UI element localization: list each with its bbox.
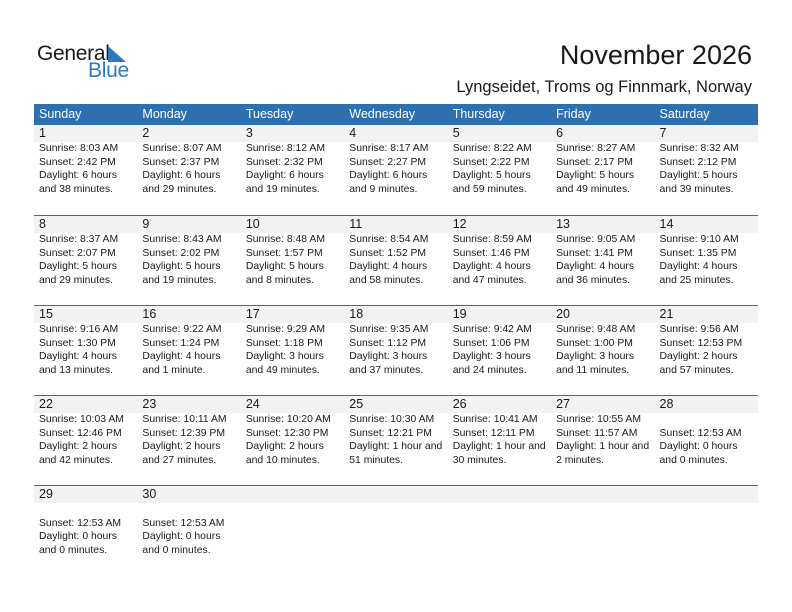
day-cell bbox=[551, 216, 654, 287]
sunrise-text: Sunrise: 10:20 AM bbox=[245, 414, 331, 425]
day-info bbox=[34, 323, 137, 377]
daylight-text: Daylight: 0 hours bbox=[142, 531, 221, 542]
day-info bbox=[551, 413, 654, 467]
day-info bbox=[241, 233, 344, 287]
sunrise-text: Sunrise: 10:30 AM bbox=[349, 414, 435, 425]
daylight-text bbox=[556, 530, 654, 544]
day-cell bbox=[34, 216, 137, 287]
day-info bbox=[655, 323, 758, 377]
sunset-text: Sunset: 12:53 PM bbox=[659, 337, 743, 349]
weekday-friday: Friday bbox=[556, 107, 591, 121]
day-cell bbox=[241, 306, 344, 377]
daylight-text bbox=[660, 544, 758, 558]
sunrise-text: Sunrise: 9:22 AM bbox=[142, 324, 222, 335]
day-cell bbox=[655, 306, 758, 377]
daylight-text bbox=[453, 544, 551, 558]
sunrise-text bbox=[556, 503, 654, 517]
sunset-text: Sunset: 2:37 PM bbox=[142, 156, 220, 168]
sunset-text: Sunset: 1:35 PM bbox=[659, 247, 737, 259]
sunset-text: Sunset: 2:27 PM bbox=[349, 156, 427, 168]
daylight-text: Daylight: 4 hours bbox=[39, 351, 117, 362]
day-cell bbox=[344, 396, 447, 467]
day-number: 4 bbox=[344, 125, 447, 142]
sunrise-text: Sunrise: 9:56 AM bbox=[659, 324, 739, 335]
day-number: 3 bbox=[241, 125, 344, 142]
sunset-text: Sunset: 1:06 PM bbox=[452, 337, 530, 349]
sunset-text: Sunset: 1:41 PM bbox=[556, 247, 633, 259]
weekday-sunday: Sunday bbox=[39, 107, 82, 121]
day-info bbox=[34, 233, 137, 287]
day-number: 8 bbox=[34, 216, 137, 233]
daylight-text: Daylight: 2 hours bbox=[659, 351, 738, 362]
day-cell bbox=[344, 306, 447, 377]
daylight-text: 2 minutes. bbox=[556, 454, 605, 466]
day-cell bbox=[448, 125, 551, 196]
daylight-text: and 25 minutes. bbox=[659, 274, 734, 286]
day-info bbox=[344, 323, 447, 377]
day-number bbox=[241, 486, 344, 503]
day-number: 21 bbox=[655, 306, 758, 323]
daylight-text: Daylight: 5 hours bbox=[556, 170, 635, 181]
daylight-text: and 19 minutes. bbox=[245, 183, 320, 195]
day-number: 23 bbox=[137, 396, 240, 413]
daylight-text: Daylight: 4 hours bbox=[556, 261, 635, 272]
day-number: 24 bbox=[241, 396, 344, 413]
sunrise-text: Sunrise: 8:59 AM bbox=[452, 234, 532, 245]
day-number: 15 bbox=[34, 306, 137, 323]
day-number: 25 bbox=[344, 396, 447, 413]
day-number: 22 bbox=[34, 396, 137, 413]
sunset-text bbox=[453, 517, 551, 531]
day-number: 20 bbox=[551, 306, 654, 323]
day-info bbox=[241, 413, 344, 467]
day-cell bbox=[655, 216, 758, 287]
sunrise-text: Sunrise: 9:10 AM bbox=[659, 234, 739, 245]
day-info bbox=[551, 142, 654, 196]
sunrise-text: Sunrise: 8:37 AM bbox=[39, 234, 119, 245]
weekday-monday: Monday bbox=[142, 107, 187, 121]
day-cell bbox=[241, 216, 344, 287]
sunrise-text: Sunrise: 9:48 AM bbox=[556, 324, 636, 335]
daylight-text: Daylight: 2 hours bbox=[142, 441, 221, 452]
day-cell bbox=[137, 216, 240, 287]
day-info bbox=[137, 503, 240, 557]
weekday-tuesday: Tuesday bbox=[245, 107, 294, 121]
sunset-text: Sunset: 12:46 PM bbox=[39, 427, 122, 439]
day-number: 1 bbox=[34, 125, 137, 142]
sunrise-text: Sunrise: 8:07 AM bbox=[142, 143, 222, 154]
week-row bbox=[34, 485, 758, 575]
day-info bbox=[344, 233, 447, 287]
day-cell bbox=[655, 486, 758, 557]
sunrise-text bbox=[349, 503, 447, 517]
day-info bbox=[448, 503, 551, 557]
daylight-text: Daylight: 0 hours bbox=[39, 531, 117, 542]
day-number: 29 bbox=[34, 486, 137, 503]
daylight-text: Daylight: 6 hours bbox=[349, 170, 428, 181]
day-info bbox=[137, 142, 240, 196]
sunset-text: Sunset: 1:18 PM bbox=[245, 337, 323, 349]
sunrise-text: Sunrise: 10:11 AM bbox=[142, 414, 227, 425]
daylight-text: Daylight: 4 hours bbox=[142, 351, 221, 362]
daylight-text: and 13 minutes. bbox=[39, 364, 113, 376]
sunset-text: Sunset: 1:24 PM bbox=[142, 337, 220, 349]
sunrise-text bbox=[39, 503, 137, 517]
weekday-wednesday: Wednesday bbox=[349, 107, 416, 121]
day-cell bbox=[137, 125, 240, 196]
week-row bbox=[34, 215, 758, 305]
daylight-text: 51 minutes. bbox=[349, 454, 403, 466]
daylight-text: and 36 minutes. bbox=[556, 274, 631, 286]
sunrise-text: Sunrise: 8:17 AM bbox=[349, 143, 429, 154]
sunrise-text bbox=[142, 503, 240, 517]
day-cell bbox=[34, 125, 137, 196]
sunset-text: Sunset: 2:32 PM bbox=[245, 156, 323, 168]
sunrise-text bbox=[660, 503, 758, 517]
sunset-text: Sunset: 12:21 PM bbox=[349, 427, 432, 439]
day-cell bbox=[241, 396, 344, 467]
day-info bbox=[34, 413, 137, 467]
daylight-text: Daylight: 4 hours bbox=[659, 261, 738, 272]
day-cell bbox=[655, 396, 758, 467]
daylight-text: Daylight: 5 hours bbox=[142, 261, 221, 272]
sunset-text bbox=[246, 517, 344, 531]
sunset-text: Sunset: 1:57 PM bbox=[245, 247, 323, 259]
day-number bbox=[448, 486, 551, 503]
daylight-text: and 29 minutes. bbox=[39, 274, 113, 286]
day-cell bbox=[137, 306, 240, 377]
sunset-text: Sunset: 1:52 PM bbox=[349, 247, 427, 259]
day-cell bbox=[344, 216, 447, 287]
daylight-text: Daylight: 5 hours bbox=[245, 261, 324, 272]
page-title: November 2026 bbox=[559, 40, 752, 70]
daylight-text: Daylight: 6 hours bbox=[245, 170, 324, 181]
sunrise-text bbox=[453, 503, 551, 517]
day-number: 5 bbox=[448, 125, 551, 142]
day-number: 10 bbox=[241, 216, 344, 233]
day-cell bbox=[551, 486, 654, 557]
daylight-text: Daylight: 5 hours bbox=[659, 170, 738, 181]
day-info bbox=[448, 233, 551, 287]
sunset-text: Sunset: 12:30 PM bbox=[245, 427, 329, 439]
daylight-text bbox=[660, 530, 758, 544]
daylight-text: Daylight: 0 hours bbox=[659, 441, 738, 452]
day-number bbox=[344, 486, 447, 503]
day-info bbox=[34, 142, 137, 196]
daylight-text: and 29 minutes. bbox=[142, 183, 217, 195]
sunset-text: Sunset: 12:11 PM bbox=[452, 427, 535, 439]
daylight-text: Daylight: 5 hours bbox=[39, 261, 117, 272]
day-cell bbox=[241, 486, 344, 557]
sunrise-text: Sunrise: 8:12 AM bbox=[245, 143, 325, 154]
day-info bbox=[655, 503, 758, 557]
daylight-text: Daylight: 3 hours bbox=[556, 351, 635, 362]
sunset-text bbox=[660, 517, 758, 531]
day-cell bbox=[241, 125, 344, 196]
sunset-text: Sunset: 2:12 PM bbox=[659, 156, 737, 168]
day-number: 16 bbox=[137, 306, 240, 323]
daylight-text bbox=[556, 544, 654, 558]
sunrise-text: Sunrise: 10:55 AM bbox=[556, 414, 642, 425]
daylight-text bbox=[349, 544, 447, 558]
day-number: 6 bbox=[551, 125, 654, 142]
daylight-text: Daylight: 3 hours bbox=[349, 351, 428, 362]
daylight-text: and 37 minutes. bbox=[349, 364, 424, 376]
day-number: 26 bbox=[448, 396, 551, 413]
day-cell bbox=[551, 125, 654, 196]
day-number: 14 bbox=[655, 216, 758, 233]
sunset-text: Sunset: 12:39 PM bbox=[142, 427, 226, 439]
day-info bbox=[137, 323, 240, 377]
day-info bbox=[241, 503, 344, 557]
day-cell bbox=[448, 306, 551, 377]
week-row bbox=[34, 125, 758, 215]
daylight-text: and 19 minutes. bbox=[142, 274, 217, 286]
daylight-text: and 42 minutes. bbox=[39, 454, 113, 466]
daylight-text: and 49 minutes. bbox=[245, 364, 320, 376]
day-info bbox=[655, 413, 758, 467]
day-info bbox=[551, 233, 654, 287]
daylight-text: and 11 minutes. bbox=[556, 364, 630, 376]
day-info bbox=[241, 323, 344, 377]
sunrise-text: Sunrise: 10:41 AM bbox=[452, 414, 538, 425]
sunset-text: Sunset: 2:17 PM bbox=[556, 156, 633, 168]
day-number: 18 bbox=[344, 306, 447, 323]
day-cell bbox=[137, 486, 240, 557]
daylight-text: Daylight: 6 hours bbox=[142, 170, 221, 181]
daylight-text: Daylight: 3 hours bbox=[452, 351, 531, 362]
day-info bbox=[551, 503, 654, 557]
daylight-text: Daylight: 6 hours bbox=[39, 170, 117, 181]
sunset-text bbox=[349, 517, 447, 531]
sunrise-text: Sunrise: 9:42 AM bbox=[452, 324, 532, 335]
day-number bbox=[655, 486, 758, 503]
weekday-thursday: Thursday bbox=[452, 107, 505, 121]
day-number: 12 bbox=[448, 216, 551, 233]
location-subtitle: Lyngseidet, Troms og Finnmark, Norway bbox=[456, 78, 752, 96]
sunrise-text: Sunrise: 10:03 AM bbox=[39, 414, 124, 425]
day-number bbox=[551, 486, 654, 503]
day-info bbox=[655, 233, 758, 287]
sunrise-text bbox=[246, 503, 344, 517]
day-info bbox=[551, 323, 654, 377]
daylight-text: and 10 minutes. bbox=[245, 454, 320, 466]
day-cell bbox=[551, 396, 654, 467]
day-number: 28 bbox=[655, 396, 758, 413]
daylight-text: Daylight: 1 hour and bbox=[452, 441, 546, 452]
day-cell bbox=[344, 125, 447, 196]
sunset-text: Sunset: 11:57 AM bbox=[556, 427, 638, 439]
day-info bbox=[241, 142, 344, 196]
day-number: 27 bbox=[551, 396, 654, 413]
sunset-text: Sunset: 2:07 PM bbox=[39, 247, 116, 259]
day-cell bbox=[448, 216, 551, 287]
daylight-text: and 57 minutes. bbox=[659, 364, 734, 376]
day-number: 19 bbox=[448, 306, 551, 323]
sunrise-text: Sunrise: 9:16 AM bbox=[39, 324, 119, 335]
day-cell bbox=[448, 396, 551, 467]
day-info bbox=[344, 142, 447, 196]
week-row bbox=[34, 305, 758, 395]
daylight-text: 30 minutes. bbox=[452, 454, 507, 466]
daylight-text: and 59 minutes. bbox=[452, 183, 527, 195]
sunrise-text: Sunrise: 8:03 AM bbox=[39, 143, 119, 154]
sunrise-text: Sunrise: 8:32 AM bbox=[659, 143, 739, 154]
daylight-text: Daylight: 1 hour and bbox=[556, 441, 650, 452]
daylight-text: Daylight: 4 hours bbox=[452, 261, 531, 272]
sunset-text bbox=[556, 517, 654, 531]
daylight-text: and 0 minutes. bbox=[142, 544, 211, 556]
daylight-text: and 9 minutes. bbox=[349, 183, 418, 195]
daylight-text: Daylight: 4 hours bbox=[349, 261, 428, 272]
daylight-text: Daylight: 3 hours bbox=[245, 351, 324, 362]
day-cell bbox=[448, 486, 551, 557]
day-cell bbox=[551, 306, 654, 377]
daylight-text: Daylight: 1 hour and bbox=[349, 441, 443, 452]
weeks-container bbox=[34, 125, 758, 575]
sunrise-text: Sunrise: 8:27 AM bbox=[556, 143, 636, 154]
day-cell bbox=[137, 396, 240, 467]
daylight-text: Daylight: 2 hours bbox=[245, 441, 324, 452]
daylight-text: and 0 minutes. bbox=[659, 454, 728, 466]
sunrise-text bbox=[660, 413, 758, 427]
sunset-text: Sunset: 2:42 PM bbox=[39, 156, 116, 168]
daylight-text: and 47 minutes. bbox=[452, 274, 527, 286]
daylight-text bbox=[349, 530, 447, 544]
logo-word-blue: Blue bbox=[88, 59, 129, 82]
calendar-grid bbox=[34, 104, 758, 575]
daylight-text: and 39 minutes. bbox=[659, 183, 734, 195]
sunset-text: Sunset: 2:22 PM bbox=[452, 156, 530, 168]
daylight-text: Daylight: 2 hours bbox=[39, 441, 117, 452]
day-cell bbox=[344, 486, 447, 557]
day-info bbox=[344, 413, 447, 467]
day-info bbox=[344, 503, 447, 557]
daylight-text: Daylight: 5 hours bbox=[452, 170, 531, 181]
day-number: 17 bbox=[241, 306, 344, 323]
day-info bbox=[448, 142, 551, 196]
day-cell bbox=[34, 396, 137, 467]
sunrise-text: Sunrise: 9:35 AM bbox=[349, 324, 429, 335]
daylight-text: and 27 minutes. bbox=[142, 454, 217, 466]
generalblue-logo bbox=[37, 42, 137, 82]
week-row bbox=[34, 395, 758, 485]
daylight-text: and 49 minutes. bbox=[556, 183, 631, 195]
day-info bbox=[137, 413, 240, 467]
sunset-text: Sunset: 2:02 PM bbox=[142, 247, 220, 259]
daylight-text: and 0 minutes. bbox=[39, 544, 108, 556]
day-info bbox=[448, 413, 551, 467]
daylight-text bbox=[246, 544, 344, 558]
sunrise-text: Sunrise: 8:43 AM bbox=[142, 234, 222, 245]
sunrise-text: Sunrise: 9:29 AM bbox=[245, 324, 325, 335]
day-number: 13 bbox=[551, 216, 654, 233]
day-info bbox=[655, 142, 758, 196]
daylight-text bbox=[246, 530, 344, 544]
day-number: 11 bbox=[344, 216, 447, 233]
sunset-text: Sunset: 1:12 PM bbox=[349, 337, 427, 349]
day-cell bbox=[655, 125, 758, 196]
daylight-text: and 1 minute. bbox=[142, 364, 206, 376]
daylight-text: and 58 minutes. bbox=[349, 274, 424, 286]
day-info bbox=[448, 323, 551, 377]
sunrise-text: Sunrise: 8:48 AM bbox=[245, 234, 325, 245]
logo-word-general: General bbox=[37, 42, 110, 65]
day-number: 7 bbox=[655, 125, 758, 142]
day-info bbox=[137, 233, 240, 287]
daylight-text: and 38 minutes. bbox=[39, 183, 113, 195]
sunset-text: Sunset: 12:53 AM bbox=[39, 517, 122, 529]
day-cell bbox=[34, 306, 137, 377]
day-info bbox=[34, 503, 137, 557]
sunset-text: Sunset: 12:53 AM bbox=[659, 427, 742, 439]
sunset-text: Sunset: 1:46 PM bbox=[452, 247, 530, 259]
sunset-text: Sunset: 1:00 PM bbox=[556, 337, 633, 349]
day-number: 9 bbox=[137, 216, 240, 233]
daylight-text: and 8 minutes. bbox=[245, 274, 315, 286]
weekday-header-row bbox=[34, 104, 758, 125]
sunrise-text: Sunrise: 8:22 AM bbox=[452, 143, 532, 154]
weekday-saturday: Saturday bbox=[659, 107, 710, 121]
sunrise-text: Sunrise: 9:05 AM bbox=[556, 234, 636, 245]
daylight-text: and 24 minutes. bbox=[452, 364, 527, 376]
sunset-text: Sunset: 1:30 PM bbox=[39, 337, 116, 349]
daylight-text bbox=[453, 530, 551, 544]
sunset-text: Sunset: 12:53 AM bbox=[142, 517, 225, 529]
sunrise-text: Sunrise: 8:54 AM bbox=[349, 234, 429, 245]
day-number: 2 bbox=[137, 125, 240, 142]
day-number: 30 bbox=[137, 486, 240, 503]
day-cell bbox=[34, 486, 137, 557]
